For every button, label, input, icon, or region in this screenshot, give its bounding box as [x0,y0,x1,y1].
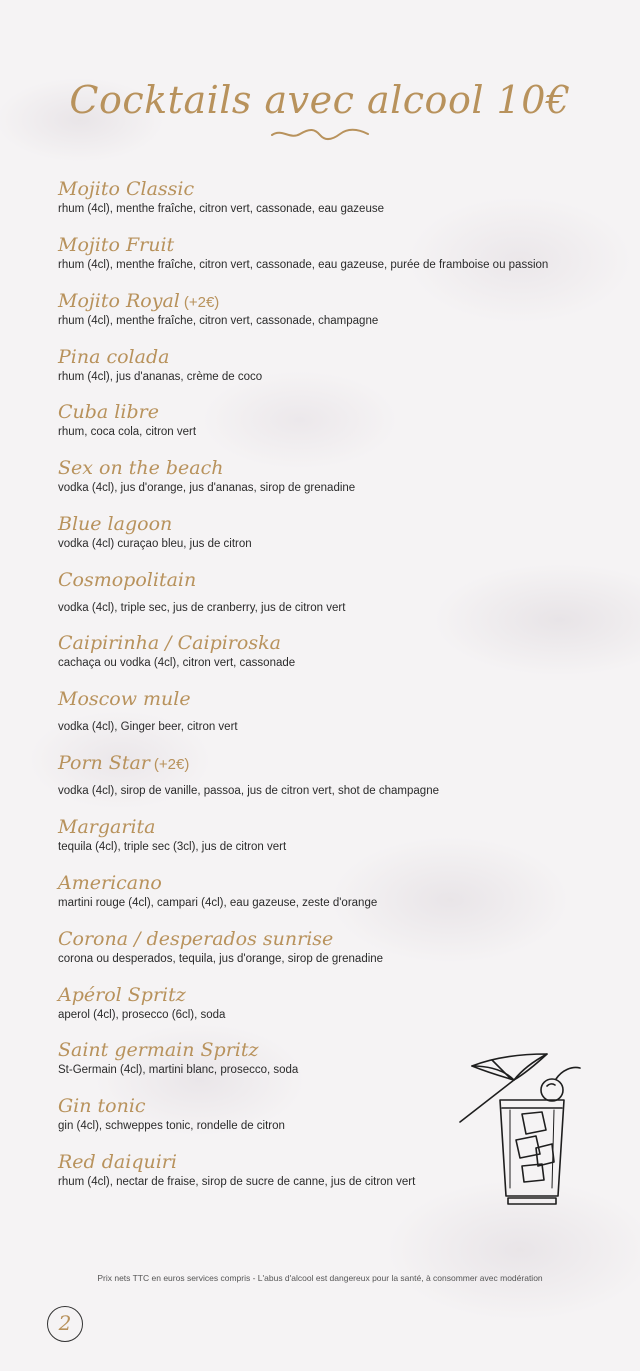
cocktail-name: Mojito Fruit [58,234,175,256]
cocktail-item [58,928,618,966]
cocktail-item [58,569,618,615]
cocktail-description: rhum (4cl), jus d'ananas, crème de coco [58,371,263,383]
cocktail-item [58,688,618,734]
cocktail-name: Mojito Royal (+2€) [58,290,220,312]
cocktail-description: rhum (4cl), nectar de fraise, sirop de sucre de canne, jus de citron vert [58,1176,416,1188]
cocktail-description: rhum (4cl), menthe fraîche, citron vert, cassonade, eau gazeuse [58,203,384,215]
cocktail-name: Saint germain Spritz [58,1039,259,1061]
cocktail-name: Gin tonic [58,1095,146,1117]
cocktail-item [58,513,618,551]
cocktail-name: Blue lagoon [58,513,173,535]
cocktail-description: vodka (4cl) curaçao bleu, jus de citron [58,538,252,550]
cocktail-item [58,290,618,328]
cocktail-name: Cosmopolitain [58,569,197,591]
cocktail-name: Porn Star (+2€) [58,752,190,774]
cocktail-description: cachaça ou vodka (4cl), citron vert, cassonade [58,657,296,669]
cocktail-name: Sex on the beach [58,457,224,479]
title-swash-ornament [270,126,370,142]
cocktail-description: gin (4cl), schweppes tonic, rondelle de citron [58,1120,285,1132]
cocktail-item [58,178,618,216]
cocktail-item [58,457,618,495]
cocktail-description: corona ou desperados, tequila, jus d'orange, sirop de grenadine [58,953,384,965]
cocktail-item [58,346,618,384]
cocktail-description: vodka (4cl), triple sec, jus de cranberry, jus de citron vert [58,602,346,614]
cocktail-name: Apérol Spritz [58,984,186,1006]
cocktail-description: rhum, coca cola, citron vert [58,426,197,438]
cocktail-description: tequila (4cl), triple sec (3cl), jus de citron vert [58,841,287,853]
cocktail-description: aperol (4cl), prosecco (6cl), soda [58,1009,226,1021]
cocktail-name: Corona / desperados sunrise [58,928,334,950]
cocktail-name: Americano [58,872,162,894]
cocktail-name: Margarita [58,816,156,838]
cocktail-description: vodka (4cl), jus d'orange, jus d'ananas, sirop de grenadine [58,482,356,494]
cocktail-item [58,752,618,798]
cocktail-name: Cuba libre [58,401,159,423]
page-number-badge: 2 [47,1306,83,1342]
cocktail-description: martini rouge (4cl), campari (4cl), eau gazeuse, zeste d'orange [58,897,378,909]
cocktail-description: vodka (4cl), Ginger beer, citron vert [58,721,238,733]
cocktail-description: vodka (4cl), sirop de vanille, passoa, jus de citron vert, shot de champagne [58,785,439,797]
cocktail-item [58,984,618,1022]
cocktail-item [58,234,618,272]
cocktail-description: rhum (4cl), menthe fraîche, citron vert, cassonade, eau gazeuse, purée de framboise ou passion [58,259,549,271]
page-title: Cocktails avec alcool 10€ [69,78,571,122]
cocktail-name: Pina colada [58,346,170,368]
legal-footer: Prix nets TTC en euros services compris - L'abus d'alcool est dangereux pour la santé, à consommer avec modération [97,1273,543,1283]
cocktail-name: Moscow mule [58,688,191,710]
cocktail-item [58,872,618,910]
cocktail-name: Mojito Classic [58,178,195,200]
cocktail-name: Caipirinha / Caipiroska [58,632,281,654]
cocktail-description: St-Germain (4cl), martini blanc, prosecco, soda [58,1064,299,1076]
cocktail-glass-with-umbrella-icon [452,1048,587,1208]
cocktail-name: Red daiquiri [58,1151,177,1173]
cocktail-item [58,632,618,670]
cocktail-item [58,816,618,854]
cocktail-item [58,401,618,439]
cocktail-description: rhum (4cl), menthe fraîche, citron vert, cassonade, champagne [58,315,379,327]
